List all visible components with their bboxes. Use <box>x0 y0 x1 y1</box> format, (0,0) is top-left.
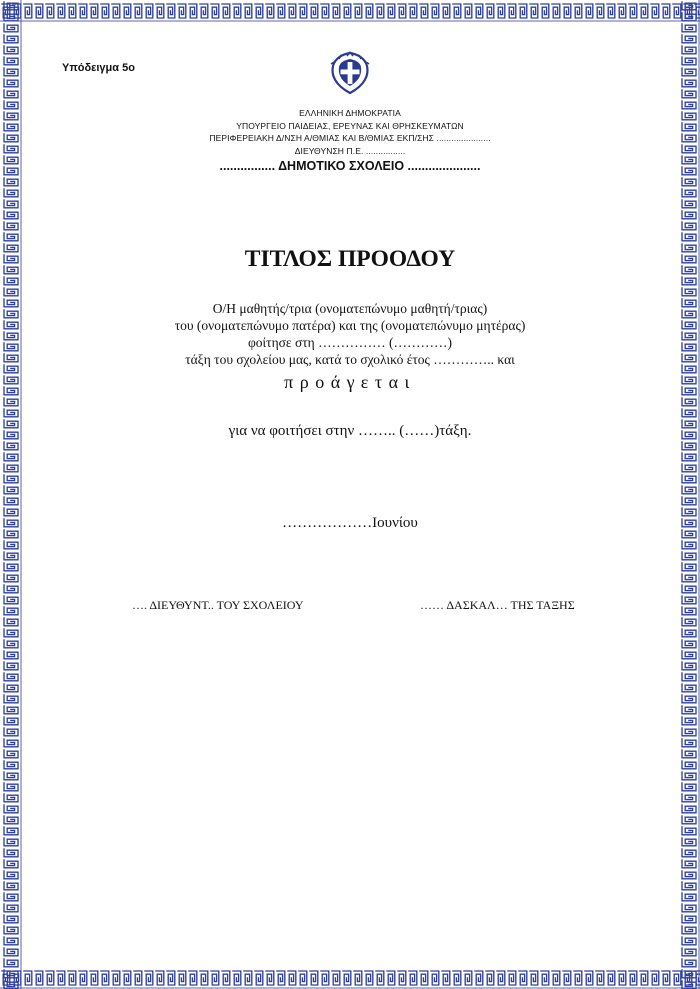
model-label: Υπόδειγμα 5ο <box>62 62 135 74</box>
teacher-signature: …… ΔΑΣΚΑΛ… ΤΗΣ ΤΑΞΗΣ <box>420 598 575 612</box>
parents-line: του (ονοματεπώνυμο πατέρα) και της (ονοματεπώνυμο μητέρας) <box>174 318 526 333</box>
director-signature: …. ΔΙΕΥΘΥΝΤ.. ΤΟΥ ΣΧΟΛΕΙΟΥ <box>132 598 304 612</box>
greek-coat-of-arms-icon <box>327 50 373 96</box>
promoted-heading: προάγεται <box>284 372 416 392</box>
bottom-greek-key-border <box>0 967 700 989</box>
student-statement <box>0 300 700 368</box>
student-line: Ο/Η μαθητής/τρια (ονοματεπώνυμο μαθητή/τριας) <box>212 301 488 316</box>
school-header <box>0 107 700 175</box>
regional-directorate-line: ΠΕΡΙΦΕΡΕΙΑΚΗ Δ/ΝΣΗ Α/ΘΜΙΑΣ ΚΑΙ Β/ΘΜΙΑΣ ΕΚΠ/ΣΗΣ ...................... <box>209 133 491 143</box>
page-title: ΤΙΤΛΟΣ ΠΡΟΟΔΟΥ <box>244 246 456 272</box>
directorate-line: ΔΙΕΥΘΥΝΣΗ Π.Ε. ................ <box>294 145 406 156</box>
date-line: ………………Ιουνίου <box>282 515 418 531</box>
attended-class-line: φοίτησε στη …………… (…………) <box>248 335 452 350</box>
republic-line: ΕΛΛΗΝΙΚΗ ΔΗΜΟΚΡΑΤΙΑ <box>299 108 401 118</box>
top-greek-key-border <box>0 0 700 22</box>
school-year-line: τάξη του σχολείου μας, κατά το σχολικό έτος ………….. και <box>185 352 515 367</box>
school-name-line: ................ ΔΗΜΟΤΙΚΟ ΣΧΟΛΕΙΟ ..................... <box>219 159 481 173</box>
next-class-line: για να φοιτήσει στην …….. (……)τάξη. <box>228 423 472 439</box>
ministry-line: ΥΠΟΥΡΓΕΙΟ ΠΑΙΔΕΙΑΣ, ΕΡΕΥΝΑΣ ΚΑΙ ΘΡΗΣΚΕΥΜΑΤΩΝ <box>236 120 464 131</box>
